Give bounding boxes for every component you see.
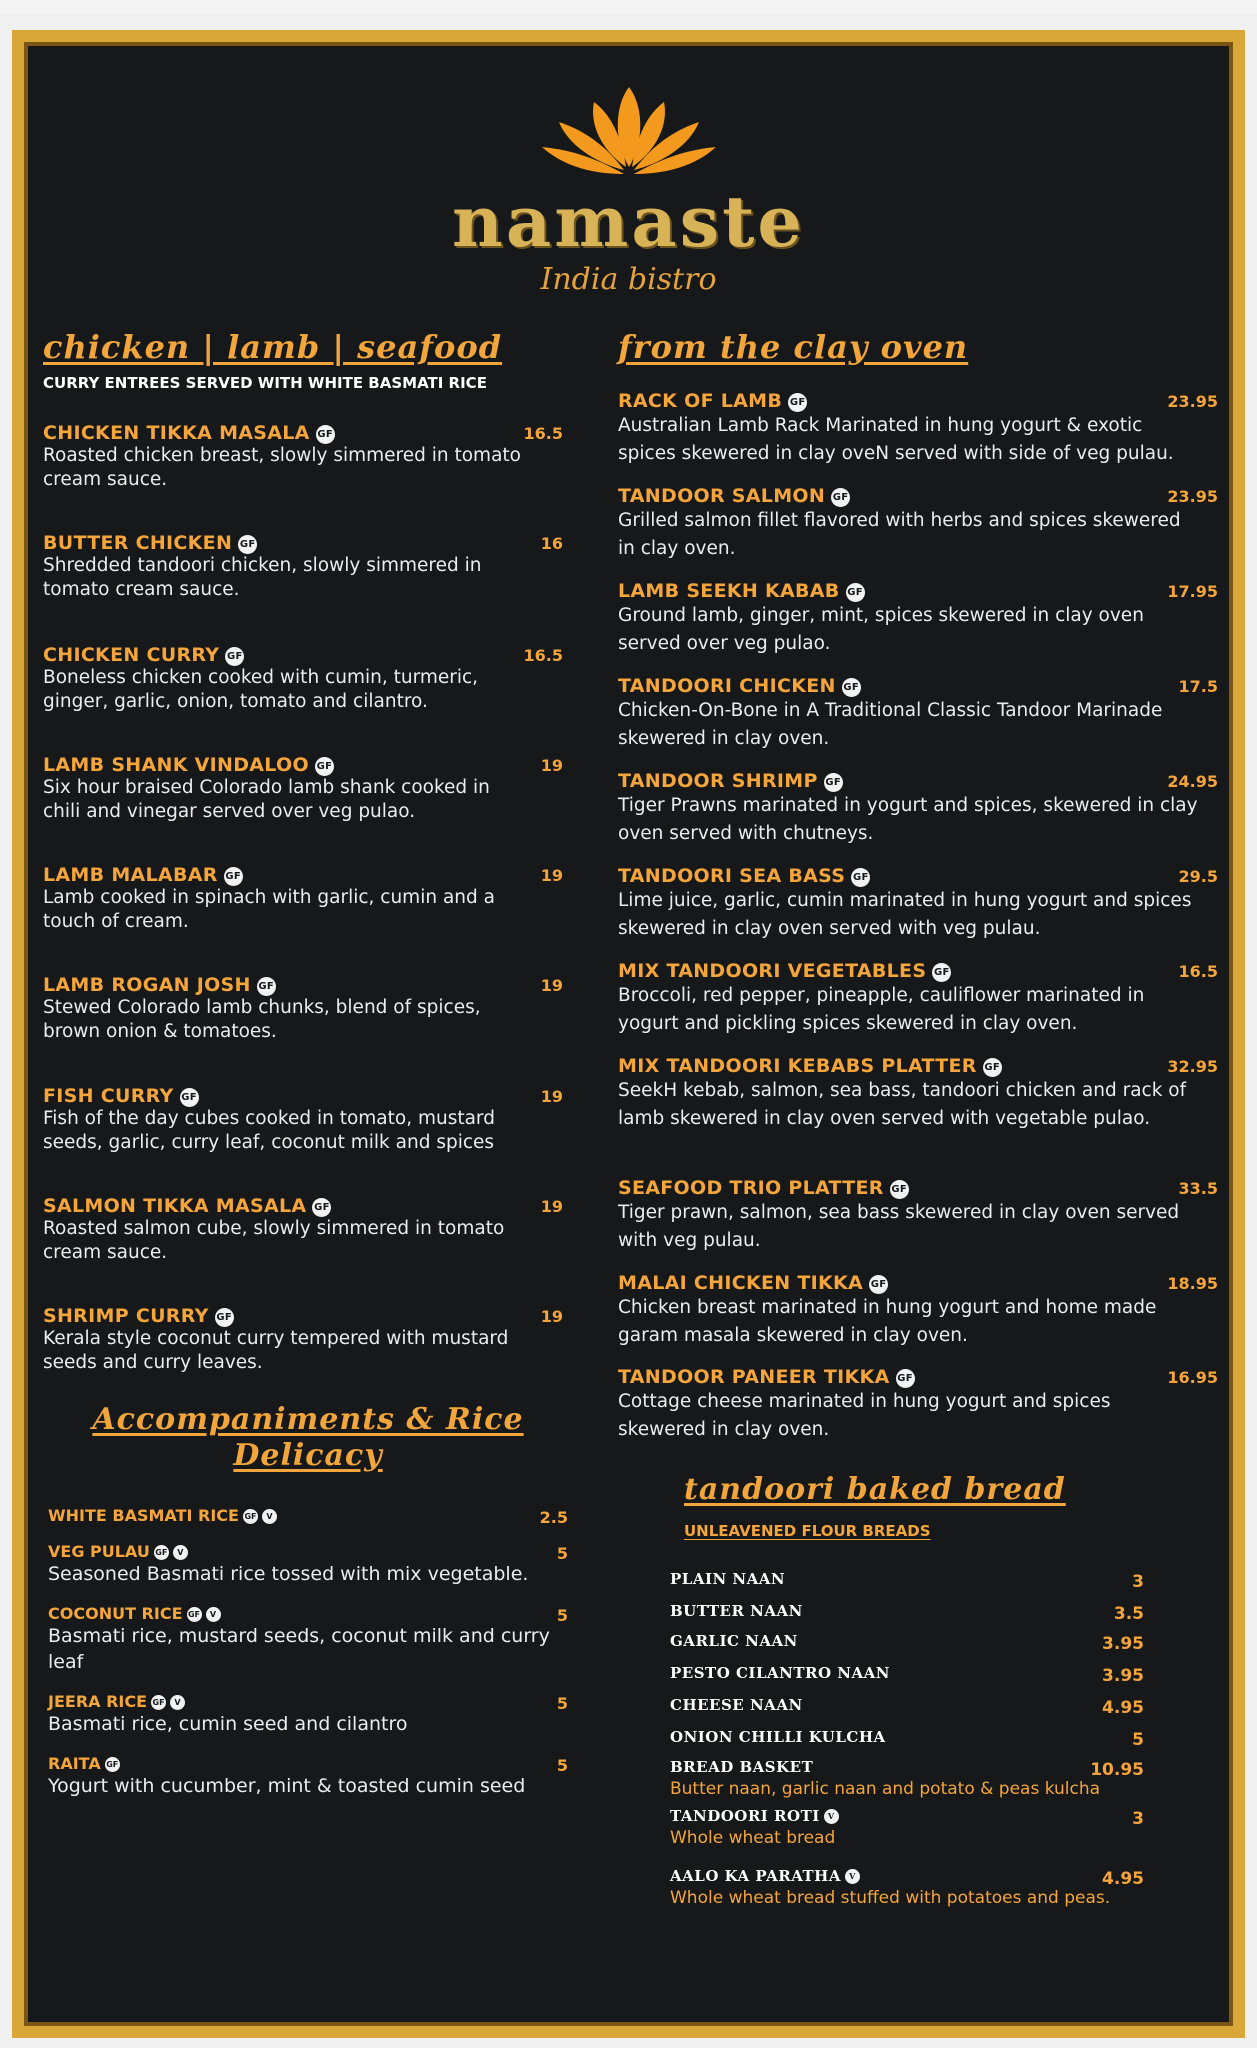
item-name-text: TANDOOR SHRIMP [618, 770, 818, 792]
item-price: 10.95 [1090, 1760, 1144, 1780]
item-price: 3.95 [1102, 1634, 1144, 1654]
bread-item [670, 1867, 1144, 1911]
item-name-text: SEAFOOD TRIO PLATTER [618, 1177, 884, 1199]
gluten-free-icon: GF [187, 1607, 202, 1622]
item-price: 17.95 [1167, 582, 1218, 601]
item-name [618, 960, 1218, 982]
clay-oven-item [618, 675, 1218, 753]
curry-item [43, 422, 563, 492]
item-name-text: MIX TANDOORI KEBABS PLATTER [618, 1055, 977, 1077]
item-name [618, 485, 1218, 507]
clay-oven-item [618, 865, 1218, 943]
accompaniment-item [48, 1692, 568, 1737]
brand-name: namaste [452, 180, 805, 263]
item-description: Butter naan, garlic naan and potato & peas kulcha [670, 1779, 1101, 1799]
curry-item [43, 864, 563, 934]
item-name [670, 1664, 1144, 1682]
item-name [48, 1604, 568, 1623]
item-name-text: WHITE BASMATI RICE [48, 1506, 239, 1525]
item-name [43, 754, 563, 776]
item-name [618, 865, 1218, 887]
gluten-free-icon: GF [315, 757, 334, 776]
clay-oven-section-title: from the clay oven [618, 328, 969, 366]
item-description: Stewed Colorado lamb chunks, blend of spices, brown onion & tomatoes. [43, 997, 481, 1042]
clay-oven-item [618, 485, 1218, 563]
item-name-text: CHEESE NAAN [670, 1696, 803, 1714]
bread-section-title: tandoori baked bread [684, 1472, 1066, 1507]
gluten-free-icon: GF [932, 963, 951, 982]
item-name-text: LAMB ROGAN JOSH [43, 974, 251, 996]
item-price: 3.95 [1102, 1666, 1144, 1686]
item-name-text: RACK OF LAMB [618, 390, 783, 412]
item-description: Six hour braised Colorado lamb shank cooked in chili and vinegar served over veg pulao. [43, 777, 490, 822]
gluten-free-icon: GF [890, 1180, 909, 1199]
item-name [48, 1692, 568, 1711]
item-name [618, 675, 1218, 697]
item-description: Basmati rice, mustard seeds, coconut milk and curry leaf [48, 1625, 550, 1673]
item-name [670, 1867, 1144, 1885]
item-price: 17.5 [1178, 677, 1218, 696]
clay-oven-item [618, 960, 1218, 1038]
item-name [618, 1055, 1218, 1077]
curry-item [43, 1085, 563, 1155]
item-name [43, 864, 563, 886]
item-name-text: RAITA [48, 1754, 101, 1773]
item-price: 18.95 [1167, 1274, 1218, 1293]
item-description: Roasted chicken breast, slowly simmered in tomato cream sauce. [43, 445, 521, 490]
gluten-free-icon: GF [215, 1308, 234, 1327]
accompaniment-item [48, 1506, 568, 1525]
item-description: Boneless chicken cooked with cumin, turmeric, ginger, garlic, onion, tomato and cilantro. [43, 667, 479, 712]
vegetarian-icon: V [206, 1607, 221, 1622]
item-price: 5 [556, 1756, 568, 1775]
item-name-text: MIX TANDOORI VEGETABLES [618, 960, 927, 982]
gluten-free-icon: GF [896, 1369, 915, 1388]
gluten-free-icon: GF [238, 535, 257, 554]
accompaniments-title-line2: Delicacy [233, 1438, 383, 1473]
item-name [43, 644, 563, 666]
item-name [43, 1195, 563, 1217]
item-name-text: TANDOOR PANEER TIKKA [618, 1366, 890, 1388]
item-price: 16.5 [1178, 962, 1218, 981]
item-description: Whole wheat bread [670, 1828, 836, 1848]
bread-item [670, 1696, 1144, 1718]
vegetarian-icon: V [173, 1545, 188, 1560]
item-description: Shredded tandoori chicken, slowly simmered in tomato cream sauce. [43, 555, 482, 600]
item-name-text: BUTTER NAAN [670, 1602, 803, 1620]
gluten-free-icon: GF [312, 1198, 331, 1217]
clay-oven-item [618, 1366, 1218, 1444]
item-description: Chicken-On-Bone in A Traditional Classic Tandoor Marinade skewered in clay oven. [618, 700, 1163, 749]
accompaniment-item [48, 1604, 568, 1675]
item-price: 5 [1132, 1730, 1144, 1750]
item-name [618, 1366, 1218, 1388]
curry-section-title: chicken | lamb | seafood [43, 328, 503, 366]
item-name-text: AALO KA PARATHA [670, 1867, 841, 1885]
item-price: 16.95 [1167, 1368, 1218, 1387]
bread-item [670, 1807, 1144, 1851]
item-name [48, 1542, 568, 1561]
gluten-free-icon: GF [831, 488, 850, 507]
bread-section-subtitle: UNLEAVENED FLOUR BREADS [684, 1522, 931, 1540]
item-name-text: SALMON TIKKA MASALA [43, 1195, 307, 1217]
bread-item [670, 1758, 1144, 1802]
accompaniment-item [48, 1542, 568, 1587]
accompaniments-section-title [48, 1402, 568, 1474]
item-name [48, 1754, 568, 1773]
clay-oven-item [618, 770, 1218, 848]
item-name-text: LAMB SEEKH KABAB [618, 580, 840, 602]
item-name-text: SHRIMP CURRY [43, 1305, 209, 1327]
curry-item [43, 532, 563, 602]
item-price: 2.5 [539, 1508, 568, 1527]
curry-item [43, 1195, 563, 1265]
item-price: 16 [540, 534, 563, 553]
bread-item [670, 1728, 1144, 1750]
bread-item [670, 1602, 1144, 1624]
item-name [670, 1728, 1144, 1746]
item-price: 19 [540, 976, 563, 995]
item-name [618, 580, 1218, 602]
bread-item [670, 1632, 1144, 1654]
item-description: Fish of the day cubes cooked in tomato, mustard seeds, garlic, curry leaf, coconut milk and spices [43, 1108, 495, 1153]
clay-oven-item [618, 1272, 1218, 1350]
curry-section-subtitle: CURRY ENTREES SERVED WITH WHITE BASMATI RICE [43, 374, 487, 392]
item-name [670, 1602, 1144, 1620]
item-name-text: VEG PULAU [48, 1542, 150, 1561]
item-description: Ground lamb, ginger, mint, spices skewered in clay oven served over veg pulao. [618, 605, 1144, 654]
item-price: 32.95 [1167, 1057, 1218, 1076]
gluten-free-icon: GF [788, 393, 807, 412]
item-name-text: TANDOORI CHICKEN [618, 675, 836, 697]
item-price: 19 [540, 1087, 563, 1106]
menu-board [12, 30, 1245, 2038]
gluten-free-icon: GF [851, 868, 870, 887]
accompaniments-title-line1: Accompaniments & Rice [92, 1402, 524, 1437]
item-name [48, 1506, 568, 1525]
item-name [43, 1305, 563, 1327]
curry-item [43, 1305, 563, 1375]
clay-oven-item [618, 580, 1218, 658]
gluten-free-icon: GF [842, 678, 861, 697]
item-description: SeekH kebab, salmon, sea bass, tandoori chicken and rack of lamb skewered in clay oven served with vegetable pulao. [618, 1080, 1187, 1129]
item-name [670, 1632, 1144, 1650]
item-name-text: PESTO CILANTRO NAAN [670, 1664, 890, 1682]
item-name [43, 532, 563, 554]
logo [24, 82, 1233, 297]
item-name-text: CHICKEN CURRY [43, 644, 220, 666]
item-description: Chicken breast marinated in hung yogurt and home made garam masala skewered in clay oven. [618, 1297, 1157, 1346]
gluten-free-icon: GF [869, 1275, 888, 1294]
item-description: Lime juice, garlic, cumin marinated in hung yogurt and spices skewered in clay oven served with veg pulau. [618, 890, 1192, 939]
curry-item [43, 974, 563, 1044]
vegetarian-icon: V [824, 1809, 839, 1824]
item-name [43, 974, 563, 996]
curry-item [43, 754, 563, 824]
item-description: Lamb cooked in spinach with garlic, cumin and a touch of cream. [43, 887, 495, 932]
item-price: 23.95 [1167, 392, 1218, 411]
item-description: Roasted salmon cube, slowly simmered in tomato cream sauce. [43, 1218, 505, 1263]
clay-oven-item [618, 1055, 1218, 1133]
item-name-text: BREAD BASKET [670, 1758, 814, 1776]
top-strip [0, 0, 1257, 14]
curry-item [43, 644, 563, 714]
gluten-free-icon: GF [151, 1695, 166, 1710]
item-name-text: JEERA RICE [48, 1692, 148, 1711]
gluten-free-icon: GF [824, 773, 843, 792]
item-name [618, 1177, 1218, 1199]
item-price: 3 [1132, 1572, 1144, 1592]
item-price: 4.95 [1102, 1869, 1144, 1889]
gluten-free-icon: GF [243, 1509, 258, 1524]
item-name [618, 770, 1218, 792]
item-description: Whole wheat bread stuffed with potatoes and peas. [670, 1888, 1111, 1908]
item-description: Kerala style coconut curry tempered with mustard seeds and curry leaves. [43, 1328, 509, 1373]
gluten-free-icon: GF [257, 977, 276, 996]
vegetarian-icon: V [170, 1695, 185, 1710]
item-name [670, 1570, 1144, 1588]
item-description: Basmati rice, cumin seed and cilantro [48, 1713, 408, 1735]
bread-item [670, 1664, 1144, 1686]
gluten-free-icon: GF [154, 1545, 169, 1560]
item-price: 29.5 [1178, 867, 1218, 886]
item-name [670, 1807, 1144, 1825]
item-description: Cottage cheese marinated in hung yogurt and spices skewered in clay oven. [618, 1391, 1111, 1440]
item-name [43, 1085, 563, 1107]
item-name [670, 1758, 1144, 1776]
gluten-free-icon: GF [846, 583, 865, 602]
item-name-text: LAMB MALABAR [43, 864, 218, 886]
item-price: 5 [556, 1606, 568, 1625]
item-name-text: TANDOOR SALMON [618, 485, 826, 507]
item-name [43, 422, 563, 444]
item-description: Broccoli, red pepper, pineapple, cauliflower marinated in yogurt and pickling spices skewered in clay oven. [618, 985, 1145, 1034]
item-description: Seasoned Basmati rice tossed with mix vegetable. [48, 1563, 529, 1585]
lotus-icon [534, 82, 724, 182]
item-price: 16.5 [523, 424, 563, 443]
item-description: Tiger Prawns marinated in yogurt and spices, skewered in clay oven served with chutneys. [618, 795, 1198, 844]
bread-item [670, 1570, 1144, 1592]
gluten-free-icon: GF [224, 867, 243, 886]
item-name-text: ONION CHILLI KULCHA [670, 1728, 886, 1746]
item-description: Grilled salmon fillet flavored with herbs and spices skewered in clay oven. [618, 510, 1181, 559]
item-name [670, 1696, 1144, 1714]
gluten-free-icon: GF [983, 1058, 1002, 1077]
item-description: Tiger prawn, salmon, sea bass skewered in clay oven served with veg pulau. [618, 1202, 1180, 1251]
item-price: 16.5 [523, 646, 563, 665]
item-name-text: CHICKEN TIKKA MASALA [43, 422, 310, 444]
gluten-free-icon: GF [316, 425, 335, 444]
gluten-free-icon: GF [105, 1757, 120, 1772]
item-name-text: PLAIN NAAN [670, 1570, 786, 1588]
gluten-free-icon: GF [225, 647, 244, 666]
item-name [618, 1272, 1218, 1294]
item-name-text: BUTTER CHICKEN [43, 532, 233, 554]
brand-tagline: India bistro [540, 262, 717, 297]
item-price: 19 [540, 1307, 563, 1326]
item-name-text: GARLIC NAAN [670, 1632, 798, 1650]
item-price: 19 [540, 866, 563, 885]
item-price: 5 [556, 1544, 568, 1563]
item-name [618, 390, 1218, 412]
item-name-text: TANDOORI ROTI [670, 1807, 820, 1825]
item-price: 3.5 [1113, 1604, 1144, 1624]
item-price: 5 [556, 1694, 568, 1713]
vegetarian-icon: V [845, 1869, 860, 1884]
item-price: 4.95 [1102, 1698, 1144, 1718]
item-price: 23.95 [1167, 487, 1218, 506]
item-price: 3 [1132, 1809, 1144, 1829]
clay-oven-item [618, 390, 1218, 468]
gluten-free-icon: GF [180, 1088, 199, 1107]
accompaniment-item [48, 1754, 568, 1799]
item-name-text: MALAI CHICKEN TIKKA [618, 1272, 864, 1294]
item-price: 19 [540, 756, 563, 775]
item-price: 33.5 [1178, 1179, 1218, 1198]
item-description: Yogurt with cucumber, mint & toasted cumin seed [48, 1775, 526, 1797]
clay-oven-item [618, 1177, 1218, 1255]
item-name-text: LAMB SHANK VINDALOO [43, 754, 309, 776]
item-name-text: COCONUT RICE [48, 1604, 183, 1623]
item-name-text: FISH CURRY [43, 1085, 174, 1107]
item-price: 24.95 [1167, 772, 1218, 791]
item-description: Australian Lamb Rack Marinated in hung yogurt & exotic spices skewered in clay oveN served with side of veg pulau. [618, 415, 1174, 464]
vegetarian-icon: V [262, 1509, 277, 1524]
item-price: 19 [540, 1197, 563, 1216]
item-name-text: TANDOORI SEA BASS [618, 865, 846, 887]
